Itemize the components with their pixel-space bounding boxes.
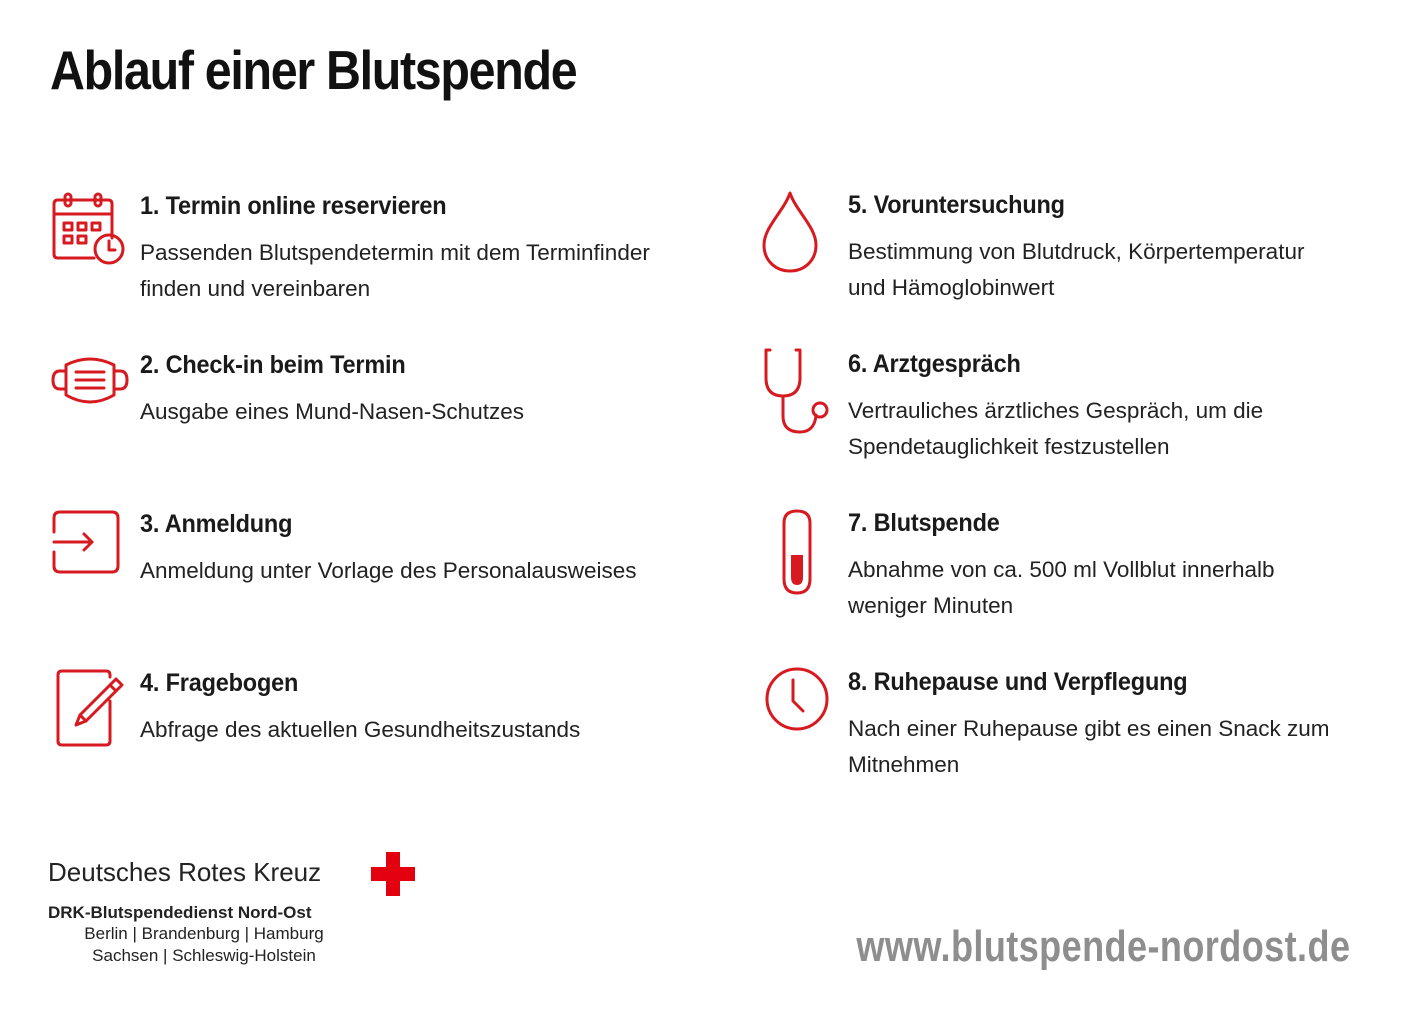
face-mask-icon xyxy=(52,351,128,437)
stethoscope-icon xyxy=(760,350,836,436)
org-subtitle: DRK-Blutspendedienst Nord-Ost xyxy=(48,903,312,922)
step-description: Abnahme von ca. 500 ml Vollblut innerhalb weniger Minuten xyxy=(848,557,1275,618)
step-1 xyxy=(52,192,692,322)
blood-drop-icon xyxy=(760,191,836,277)
step-title: 7. Blutspende xyxy=(848,509,1000,537)
blood-tube-icon xyxy=(760,509,836,595)
step-description: Bestimmung von Blutdruck, Körpertemperatur und Hämoglobinwert xyxy=(848,239,1305,300)
step-description: Vertrauliches ärztliches Gespräch, um die Spendetauglichkeit festzustellen xyxy=(848,398,1264,459)
step-title: 6. Arztgespräch xyxy=(848,350,1021,378)
step-description: Nach einer Ruhepause gibt es einen Snack zum Mitnehmen xyxy=(848,716,1330,777)
sign-in-icon xyxy=(52,510,128,596)
step-title: 1. Termin online reservieren xyxy=(140,192,447,220)
step-5 xyxy=(760,191,1400,321)
step-description: Passenden Blutspendetermin mit dem Terminfinder finden und vereinbaren xyxy=(140,240,650,301)
step-title: 5. Voruntersuchung xyxy=(848,191,1065,219)
website-url[interactable]: www.blutspende-nordost.de xyxy=(856,922,1350,971)
step-description: Anmeldung unter Vorlage des Personalausweises xyxy=(140,558,637,583)
step-4 xyxy=(52,669,692,799)
step-title: 4. Fragebogen xyxy=(140,669,299,697)
org-name: Deutsches Rotes Kreuz xyxy=(48,857,322,887)
step-6 xyxy=(760,350,1400,480)
calendar-clock-icon xyxy=(52,192,128,278)
step-title: 3. Anmeldung xyxy=(140,510,293,538)
page-title: Ablauf einer Blutspende xyxy=(50,39,577,101)
red-cross-icon xyxy=(371,852,415,896)
step-description: Ausgabe eines Mund-Nasen-Schutzes xyxy=(140,399,524,424)
step-8 xyxy=(760,668,1400,798)
org-regions-line-2: Sachsen | Schleswig-Holstein xyxy=(92,946,316,965)
clock-icon xyxy=(760,668,836,754)
step-title: 2. Check-in beim Termin xyxy=(140,351,406,379)
step-2 xyxy=(52,351,692,481)
questionnaire-pencil-icon xyxy=(52,669,128,755)
org-regions-line-1: Berlin | Brandenburg | Hamburg xyxy=(84,924,324,943)
drk-logo xyxy=(48,852,428,972)
step-7 xyxy=(760,509,1400,639)
step-title: 8. Ruhepause und Verpflegung xyxy=(848,668,1188,696)
step-description: Abfrage des aktuellen Gesundheitszustands xyxy=(140,717,581,742)
step-3 xyxy=(52,510,692,640)
